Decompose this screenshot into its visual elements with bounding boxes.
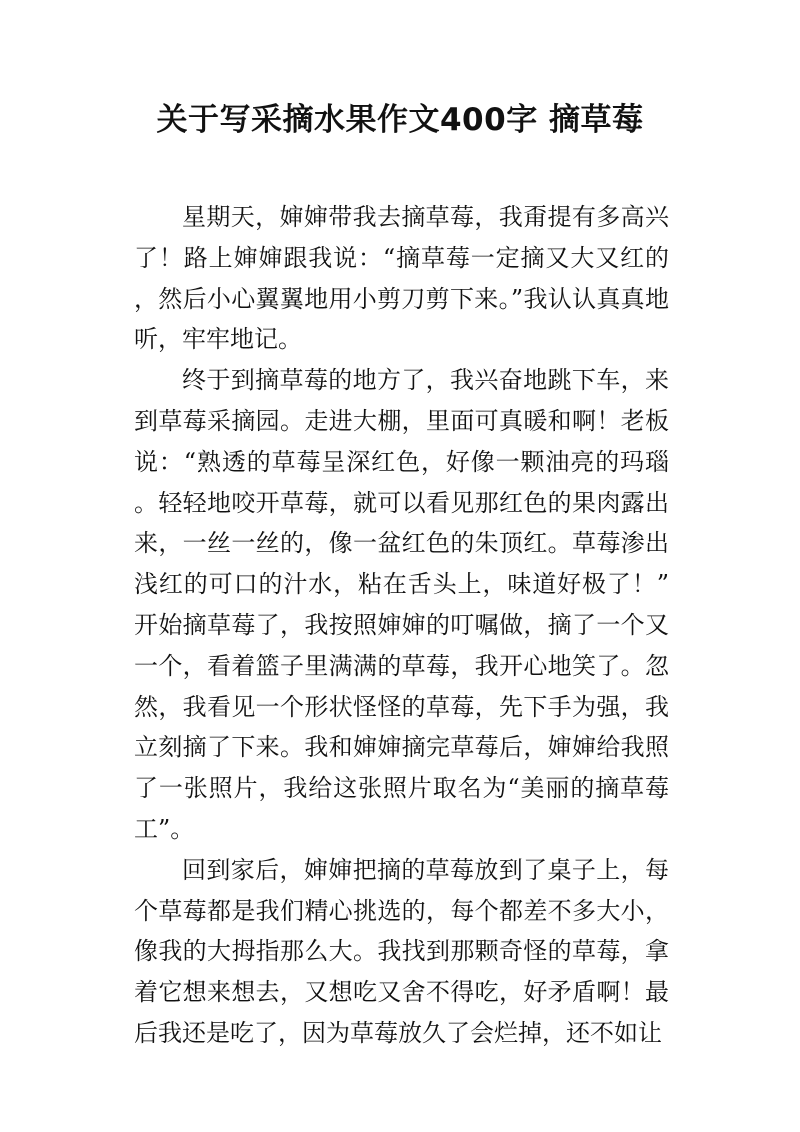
paragraph-2: 终于到摘草莓的地方了，我兴奋地跳下车，来到草莓采摘园。走进大棚，里面可真暖和啊！老板说：“熟透的草莓呈深红色，好像一颗油亮的玛瑙。轻轻地咬开草莓，就可以看见那红色的果肉露出来，一丝一丝的，像一盆红色的朱顶红。草莓渗出浅红的可口的汁水，粘在舌头上，味道好极了！”开始摘草莓了，我按照婶婶的叮嘱做，摘了一个又一个，看着篮子里满满的草莓，我开心地笑了。忽然，我看见一个形状怪怪的草莓，先下手为强，我立刻摘了下来。我和婶婶摘完草莓后，婶婶给我照了一张照片，我给这张照片取名为“美丽的摘草莓工”。 bbox=[134, 366, 669, 843]
paragraph-3: 回到家后，婶婶把摘的草莓放到了桌子上，每个草莓都是我们精心挑选的，每个都差不多大小，像我的大拇指那么大。我找到那颗奇怪的草莓，拿着它想来想去，又想吃又舍不得吃，好矛盾啊！最后我还是吃了，因为草莓放久了会烂掉，还不如让 bbox=[134, 855, 669, 1047]
document-title: 关于写采摘水果作文400字 摘草莓 bbox=[156, 102, 644, 138]
paragraph-1: 星期天，婶婶带我去摘草莓，我甭提有多高兴了！路上婶婶跟我说：“摘草莓一定摘又大又红的，然后小心翼翼地用小剪刀剪下来。”我认认真真地听，牢牢地记。 bbox=[134, 203, 669, 354]
document-body bbox=[134, 197, 669, 1054]
